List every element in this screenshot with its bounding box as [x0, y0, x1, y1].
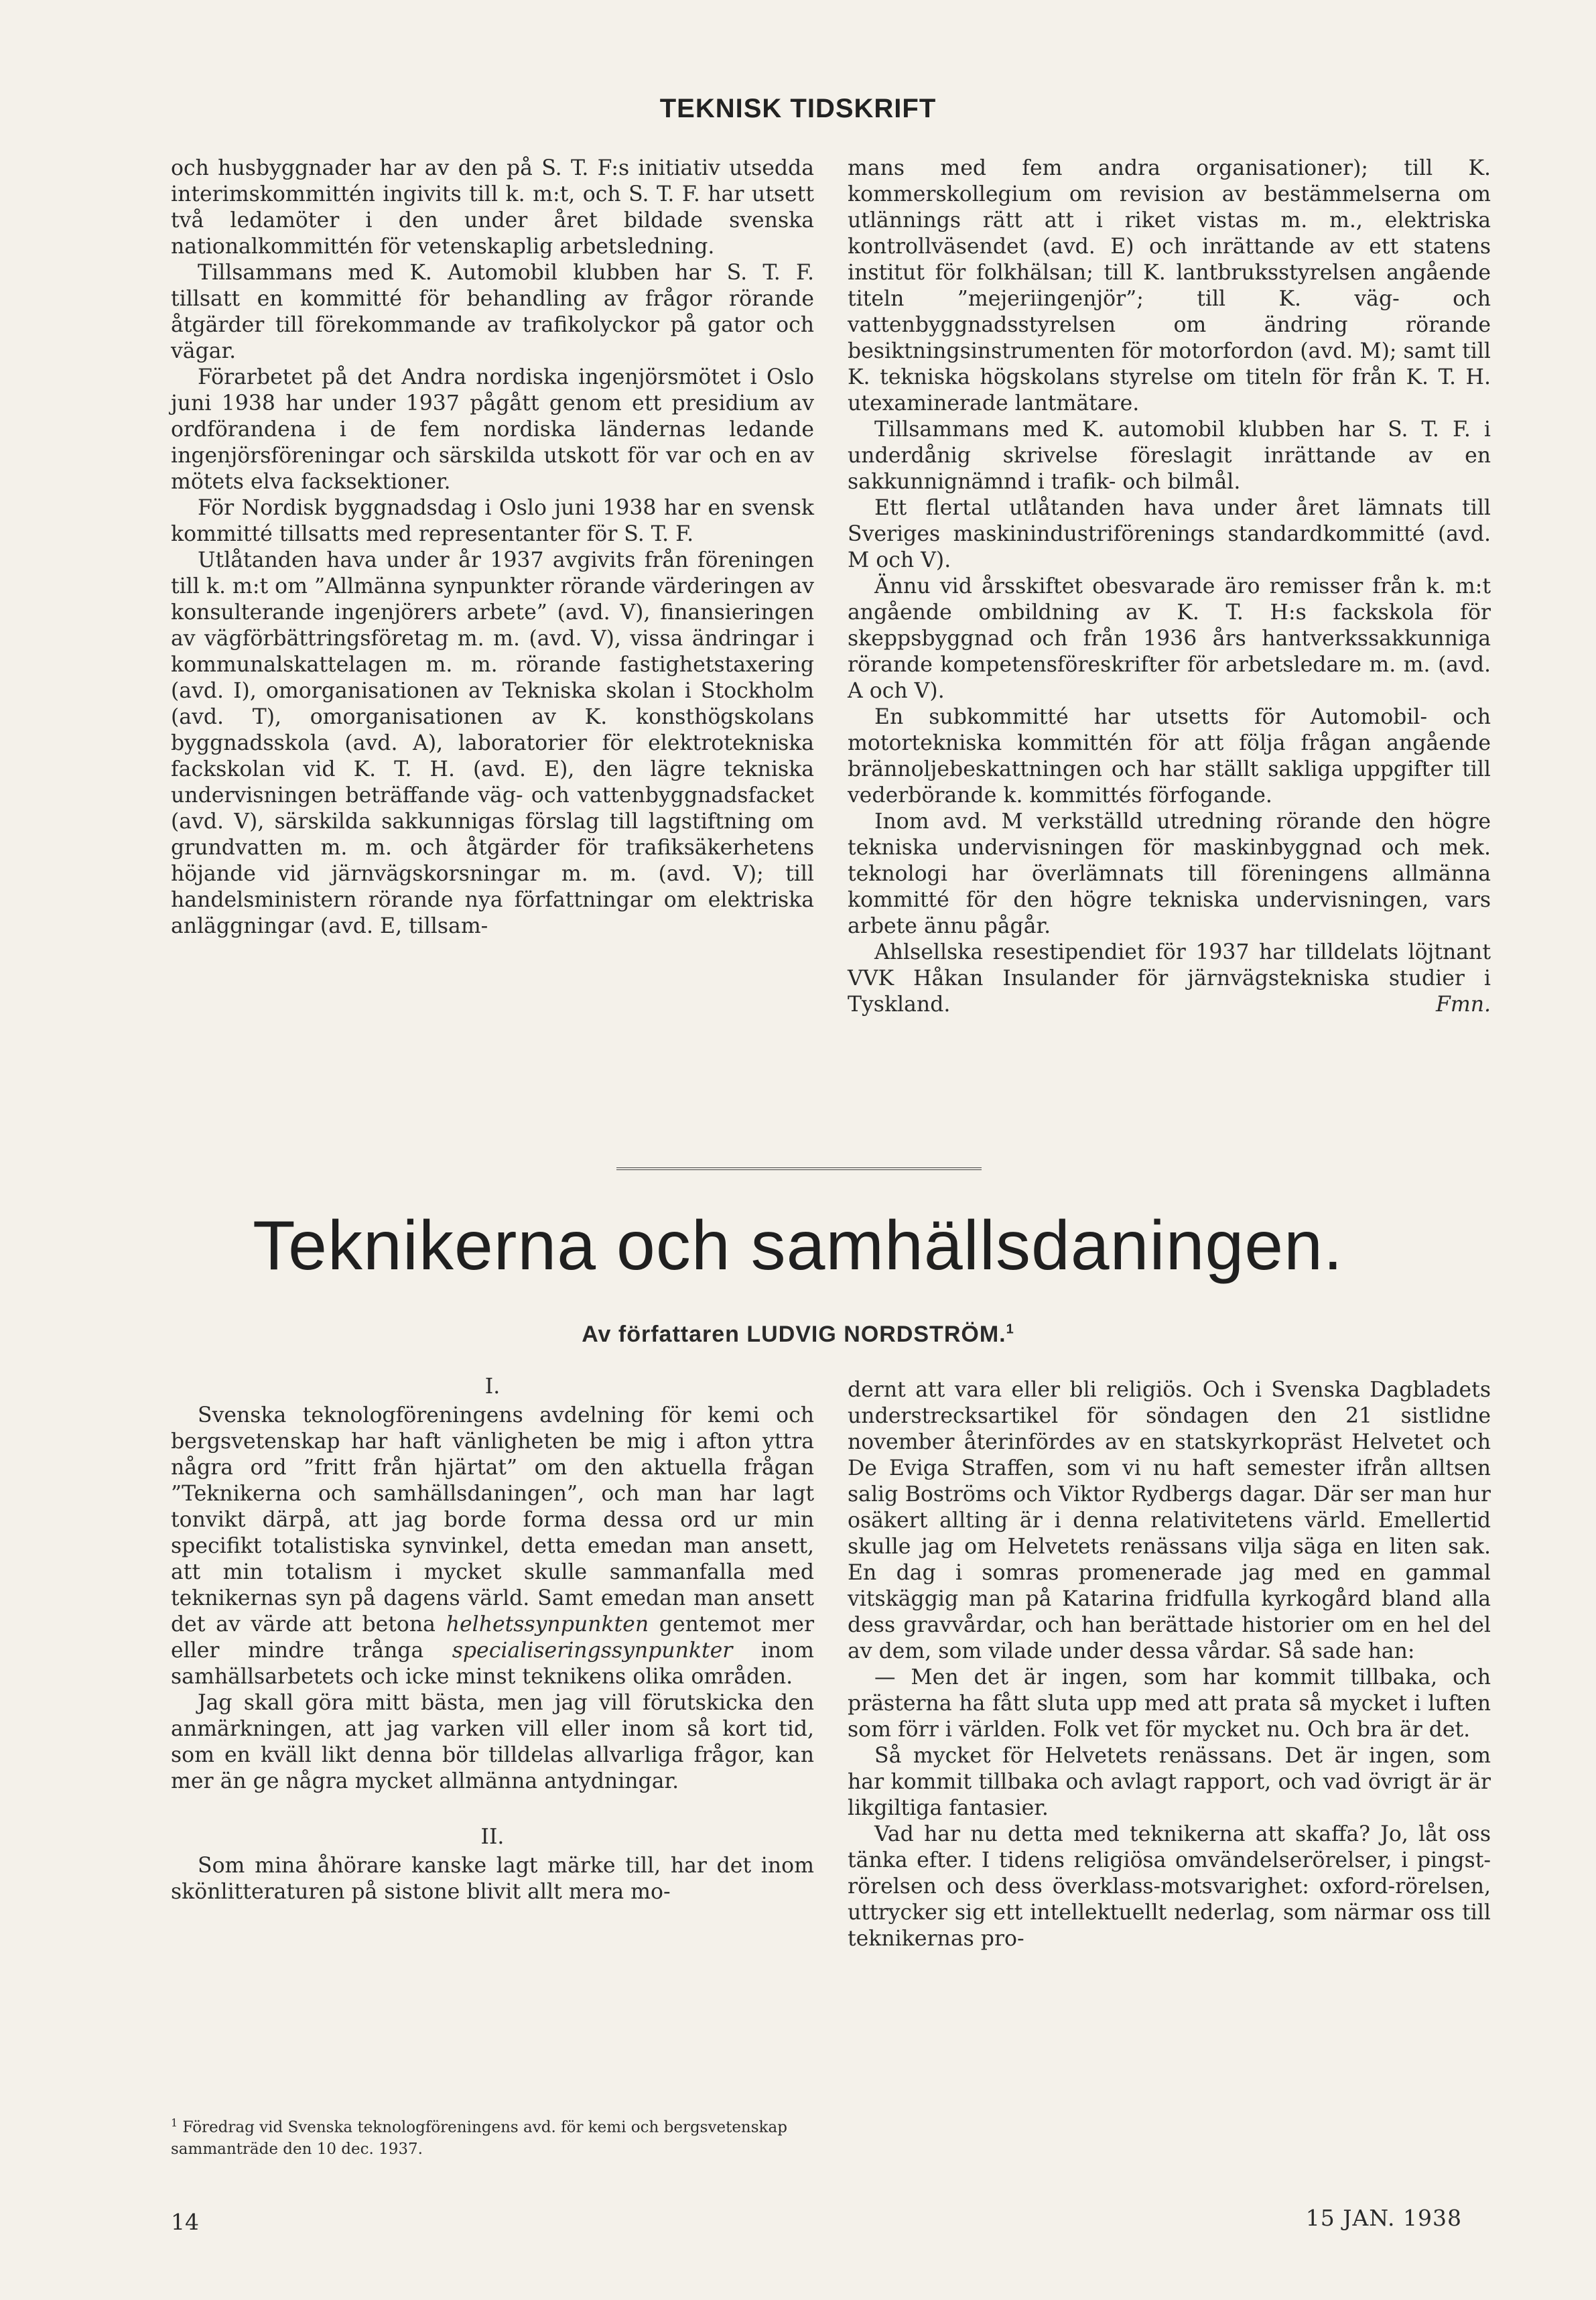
section-divider [616, 1167, 982, 1170]
paragraph: Jag skall göra mitt bästa, men jag vill förutskicka den anmärkningen, att jag varken vill eller inom så kort tid, som en kväll likt denna bör tilldelas allvarliga frågor, kan mer än ge några mycket allmänna antydningar. [171, 1691, 814, 1793]
paragraph: Tillsammans med K. Automobil klubben har S. T. F. tillsatt en kommitté för behandling av frågor rörande åtgärder till förekommande av trafikolyckor på gator och vägar. [171, 261, 814, 363]
section-heading: I. [484, 1375, 501, 1399]
paragraph: En subkommitté har utsetts för Automobil- och motortekniska kommittén för att följa frågan angående brännoljebeskattningen och har ställt sakliga uppgifter till vederbörande k. kommittés förfogande. [848, 705, 1491, 808]
paragraph: — Men det är ingen, som har kommit tillbaka, och prästerna ha fått sluta upp med att prata så mycket i luften som förr i världen. Folk vet för mycket nu. Och bra är det. [848, 1665, 1491, 1742]
article-byline [0, 1322, 1596, 1348]
paragraph [171, 1403, 814, 1690]
paragraph: Tillsammans med K. automobil klubben har S. T. F. i underdånig skrivelse föreslagit inrättande av en sakkunnignämnd i trafik- och bilmål. [848, 418, 1491, 494]
issue-date: 15 JAN. 1938 [1305, 2205, 1462, 2231]
paragraph: och husbyggnader har av den på S. T. F:s initiativ utsedda interimskommittén ingivits till k. m:t, och S. T. F. har utsett två ledamöter i den under året bildade svenska nationalkommittén för vetenskaplig arbetsledning. [171, 156, 814, 259]
paragraph: Vad har nu detta med teknikerna att skaffa? Jo, låt oss tänka efter. I tidens religiösa omvändelserörelser, i pingst-rörelsen och dess överklass-motsvarighet: oxford-rörelsen, uttrycker sig ett intellektuellt nederlag, som närmar oss till teknikernas pro- [848, 1822, 1491, 1951]
footnote [171, 2112, 814, 2160]
article-title: Teknikerna och samhällsdaningen. [253, 1207, 1343, 1285]
footnote-text: Föredrag vid Svenska teknologföreningens avd. för kemi och bergsvetenskap sammanträde den 10 dec. 1937. [171, 2118, 787, 2158]
article-left-column [171, 1374, 814, 1905]
paragraph: Som mina åhörare kanske lagt märke till, har det inom skönlitteraturen på sistone blivit allt mera mo- [171, 1854, 814, 1904]
upper-right-column [848, 155, 1491, 1018]
paragraph: Förarbetet på det Andra nordiska ingenjörsmötet i Oslo juni 1938 har under 1937 pågått genom ett presidium av ordförandena i de fem nordiska ländernas ledande ingenjörsföreningar och särskilda utskott för var och en av mötets elva facksektioner. [171, 365, 814, 494]
article-right-column [848, 1377, 1491, 1952]
paragraph: Ett flertal utlåtanden hava under året lämnats till Sveriges maskinindustriförenings standardkommitté (avd. M och V). [848, 496, 1491, 572]
upper-left-column [171, 155, 814, 940]
paragraph: mans med fem andra organisationer); till K. kommerskollegium om revision av bestämmelserna om utlännings rätt att i riket vistas m. m., elektriska kontrollväsendet (avd. E) och inrättande av ett statens institut för folkhälsan; till K. lantbruksstyrelsen angående titeln ”mejeriingenjör”; till K. väg- och vattenbyggnadsstyrelsen om ändring rörande besiktningsinstrumenten för motorfordon (avd. M); samt till K. tekniska högskolans styrelse om titeln för från K. T. H. utexaminerade lantmätare. [848, 156, 1491, 416]
text-run: gentemot mer eller mindre trånga [171, 1612, 815, 1663]
text-run: inom samhällsarbetets och icke minst teknikens olika områden. [171, 1639, 814, 1689]
paragraph-with-signature [848, 940, 1491, 1018]
emphasis: helhetssynpunkten [446, 1612, 649, 1637]
footnote-marker: 1 [1006, 1322, 1014, 1337]
masthead: TEKNISK TIDSKRIFT [659, 94, 937, 123]
footnote-number: 1 [171, 2116, 178, 2129]
emphasis: specialiseringssynpunkter [452, 1639, 733, 1663]
paragraph: dernt att vara eller bli religiös. Och i Svenska Dagbladets understrecksartikel för söndagen den 21 sistlidne november återinfördes av en statskyrkopräst Helvetet och De Eviga Straffen, som vi nu haft semester ifrån alltsen salig Boströms och Viktor Rydbergs dagar. Där ser man hur osäkert allting är i denna relativitetens värld. Emellertid skulle jag om Helvetets renässans vilja säga en liten sak. En dag i somras promenerade jag med en gammal vitskäggig man på Katarina fridfulla kyrkogård bland alla dess gravvårdar, och han berättade historier om en hel del av dem, som vilade under dessa vårdar. Så sade han: [848, 1378, 1491, 1663]
paragraph: Inom avd. M verkställd utredning rörande den högre tekniska undervisningen för maskinbyggnad och mek. teknologi har överlämnats till föreningens allmänna kommitté för den högre tekniska undervisningen, vars arbete ännu pågår. [848, 810, 1491, 938]
signature: Fmn. [1435, 993, 1491, 1017]
paragraph: Ännu vid årsskiftet obesvarade äro remisser från k. m:t angående ombildning av K. T. H:s fackskola för skeppsbyggnad och från 1936 års hantverkssakkunniga rörande kompetensföreskrifter för arbetsledare m. m. (avd. A och V). [848, 574, 1491, 703]
paragraph: Så mycket för Helvetets renässans. Det är ingen, som har kommit tillbaka och avlagt rapport, och vad övrigt är är likgiltiga fantasier. [848, 1744, 1491, 1820]
section-heading: II. [480, 1825, 505, 1849]
text-run: Svenska teknologföreningens avdelning för kemi och bergsvetenskap har haft vänligheten be mig i afton yttra några ord ”fritt från hjärtat” om den aktuella frågan ”Teknikerna och samhällsdaningen”, och man har lagt tonvikt därpå, att jag borde forma dessa ord ur min specifikt totalistiska synvinkel, detta emedan man ansett, att min totalism i mycket skulle sammanfalla med teknikernas syn på dagens värld. Samt emedan man ansett det av värde att betona [171, 1403, 814, 1637]
paragraph: För Nordisk byggnadsdag i Oslo juni 1938 har en svensk kommitté tillsatts med representanter för S. T. F. [171, 496, 814, 546]
paragraph: Utlåtanden hava under år 1937 avgivits från föreningen till k. m:t om ”Allmänna synpunkter rörande värderingen av konsulterande ingenjörers arbete” (avd. V), finansieringen av vägförbättringsföretag m. m. (avd. V), vissa ändringar i kommunalskattelagen m. m. rörande fastighetstaxering (avd. I), omorganisationen av Tekniska skolan i Stockholm (avd. T), omorganisationen av K. konsthögskolans byggnadsskola (avd. A), laboratorier för elektrotekniska fackskolan vid K. T. H. (avd. E), den lägre tekniska undervisningen beträffande väg- och vattenbyggnadsfacket (avd. V), särskilda sakkunnigas förslag till lagstiftning om grundvatten m. m. och åtgärder för trafiksäkerhetens höjande vid järnvägskorsningar m. m. (avd. V); till handelsministern rörande nya författningar om elektriska anläggningar (avd. E, tillsam- [171, 548, 814, 938]
byline-text: Av författaren LUDVIG NORDSTRÖM. [582, 1322, 1006, 1347]
page-number: 14 [171, 2209, 199, 2235]
paragraph-text: Ahlsellska resestipendiet för 1937 har tilldelats löjtnant VVK Håkan Insulander för järnvägstekniska studier i Tyskland. [848, 940, 1491, 1017]
